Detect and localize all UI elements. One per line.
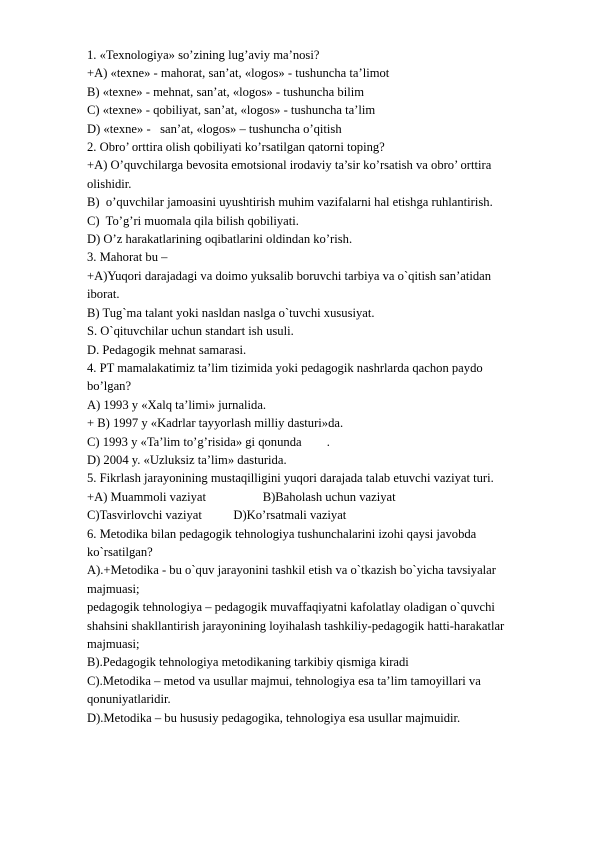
answer-option: D).Metodika – bu hususiy pedagogika, tehnologiya esa usullar majmuidir. (87, 710, 461, 725)
question-5 (87, 469, 557, 524)
answer-option: S. O`qituvchilar uchun standart ish usuli. (87, 324, 294, 339)
question-1 (87, 46, 557, 138)
answer-option: +A) «texne» - mahorat, san’at, «logos» - tushuncha ta’limot (87, 66, 390, 81)
question-text-continuation: bo’lgan? (87, 379, 132, 394)
answer-option: C) To’g’ri muomala qila bilish qobiliyati. (87, 213, 299, 228)
answer-option: B).Pedagogik tehnologiya metodikaning tarkibiy qismiga kiradi (87, 655, 409, 670)
question-text-continuation: ko`rsatilgan? (87, 544, 153, 559)
question-text: 3. Mahorat bu – (87, 250, 168, 265)
answer-option: +A)Yuqori darajadagi va doimo yuksalib boruvchi tarbiya va o`qitish san’atidan (87, 268, 492, 283)
answer-option-continuation: iborat. (87, 287, 120, 302)
answer-option: C) «texne» - qobiliyat, san’at, «logos» - tushuncha ta’lim (87, 103, 376, 118)
answer-options-row: +A) Muammoli vaziyat B)Baholash uchun vaziyat (87, 489, 396, 504)
answer-option: A).+Metodika - bu o`quv jarayonini tashkil etish va o`tkazish bo`yicha tavsiyalar (87, 563, 496, 578)
answer-option: C).Metodika – metod va usullar majmui, tehnologiya esa ta’lim tamoyillari va (87, 673, 481, 688)
answer-option-continuation: majmuasi; (87, 581, 140, 596)
question-text: 2. Obro’ orttira olish qobiliyati ko’rsatilgan qatorni toping? (87, 140, 385, 155)
answer-option: A) 1993 y «Xalq ta’limi» jurnalida. (87, 397, 267, 412)
answer-option-continuation: majmuasi; (87, 637, 140, 651)
question-6 (87, 525, 557, 727)
answer-options-row: C)Tasvirlovchi vaziyat D)Ko’rsatmali vaziyat (87, 508, 347, 523)
answer-option: + B) 1997 y «Kadrlar tayyorlash milliy dasturi»da. (87, 416, 344, 431)
question-2 (87, 138, 557, 248)
answer-option: D) O’z harakatlarining oqibatlarini oldindan ko’rish. (87, 232, 353, 247)
question-text: 4. PT mamalakatimiz ta’lim tizimida yoki pedagogik nashrlarda qachon paydo (87, 360, 483, 375)
question-text: 6. Metodika bilan pedagogik tehnologiya tushunchalarini izohi qaysi javobda (87, 526, 477, 541)
answer-option: D) 2004 y. «Uzluksiz ta’lim» dasturida. (87, 452, 287, 467)
answer-option: C) 1993 y «Ta’lim to’g’risida» gi qonunda . (87, 434, 330, 449)
document-page (87, 46, 557, 727)
answer-option: B) o’quvchilar jamoasini uyushtirish muhim vazifalarni hal etishga ruhlantirish. (87, 195, 493, 210)
answer-option-continuation: olishidir. (87, 176, 132, 191)
answer-option: +A) O’quvchilarga bevosita emotsional irodaviy ta’sir ko’rsatish va obro’ orttira (87, 158, 492, 173)
answer-option: D. Pedagogik mehnat samarasi. (87, 342, 247, 357)
answer-option-continuation: qonuniyatlaridir. (87, 692, 171, 707)
answer-option-continuation: pedagogik tehnologiya – pedagogik muvaffaqiyatni kafolatlay oladigan o`quvchi (87, 600, 495, 615)
answer-option: B) Tug`ma talant yoki nasldan naslga o`tuvchi xususiyat. (87, 305, 375, 320)
answer-option-continuation: shahsini shakllantirish jarayonining loyihalash tashkiliy-pedagogik hatti-harakatlar (87, 618, 505, 633)
question-3 (87, 248, 557, 358)
question-text: 1. «Texnologiya» so’zining lug’aviy ma’nosi? (87, 48, 320, 62)
question-4 (87, 359, 557, 469)
answer-option: B) «texne» - mehnat, san’at, «logos» - tushuncha bilim (87, 84, 365, 99)
question-text: 5. Fikrlash jarayonining mustaqilligini yuqori darajada talab etuvchi vaziyat turi. (87, 471, 494, 486)
answer-option: D) «texne» - san’at, «logos» – tushuncha o’qitish (87, 121, 342, 136)
